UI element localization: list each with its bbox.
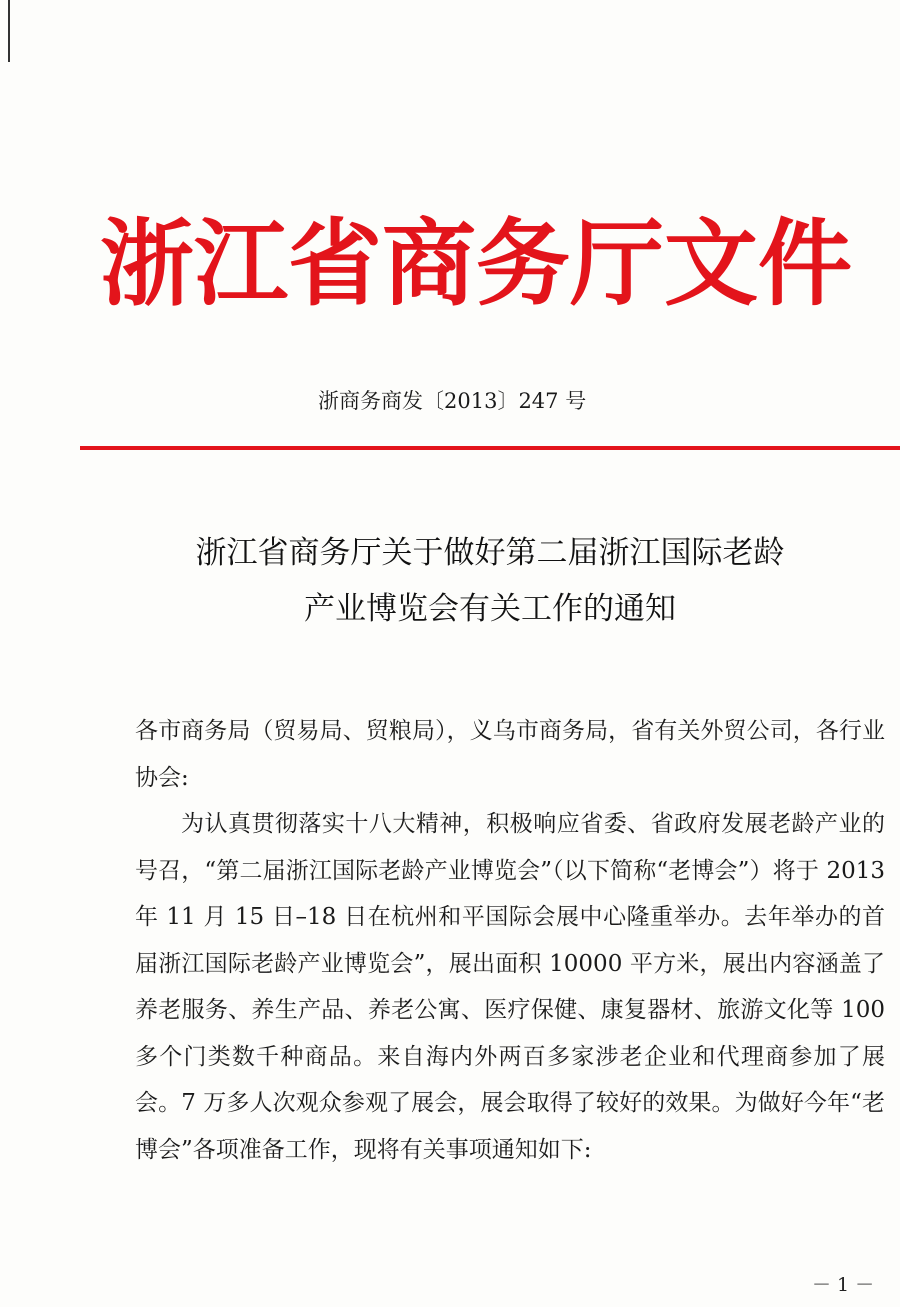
document-number: 浙商务商发〔2013〕247 号	[318, 389, 587, 413]
binding-mark	[8, 0, 10, 62]
notice-title-line-2: 产业博览会有关工作的通知	[304, 591, 676, 627]
document-header-title: 浙江省商务厅文件	[100, 210, 853, 319]
body-paragraph: 为认真贯彻落实十八大精神，积极响应省委、省政府发展老龄产业的号召，“第二届浙江国际老龄产业博览会”（以下简称“老博会”）将于 2013 年 11 月 15 日–18 日在杭州和平国际会展中心隆重举办。去年举办的首届浙江国际老龄产业博览会”，展出面积 10000 平方米，展出内容涵盖了养老服务、养生产品、养老公寓、医疗保健、康复器材、旅游文化等 100 多个门类数千种商品。来自海内外两百多家涉老企业和代理商参加了展会。7 万多人次观众参观了展会，展会取得了较好的效果。为做好今年“老博会”各项准备工作，现将有关事项通知如下:	[135, 811, 885, 1163]
notice-body	[135, 708, 885, 1173]
notice-title	[80, 525, 900, 637]
page-number: － 1 －	[812, 1274, 875, 1296]
notice-title-line-1: 浙江省商务厅关于做好第二届浙江国际老龄	[195, 535, 785, 571]
addressee-paragraph: 各市商务局（贸易局、贸粮局），义乌市商务局，省有关外贸公司，各行业协会:	[135, 718, 885, 791]
red-divider-line	[80, 446, 900, 450]
